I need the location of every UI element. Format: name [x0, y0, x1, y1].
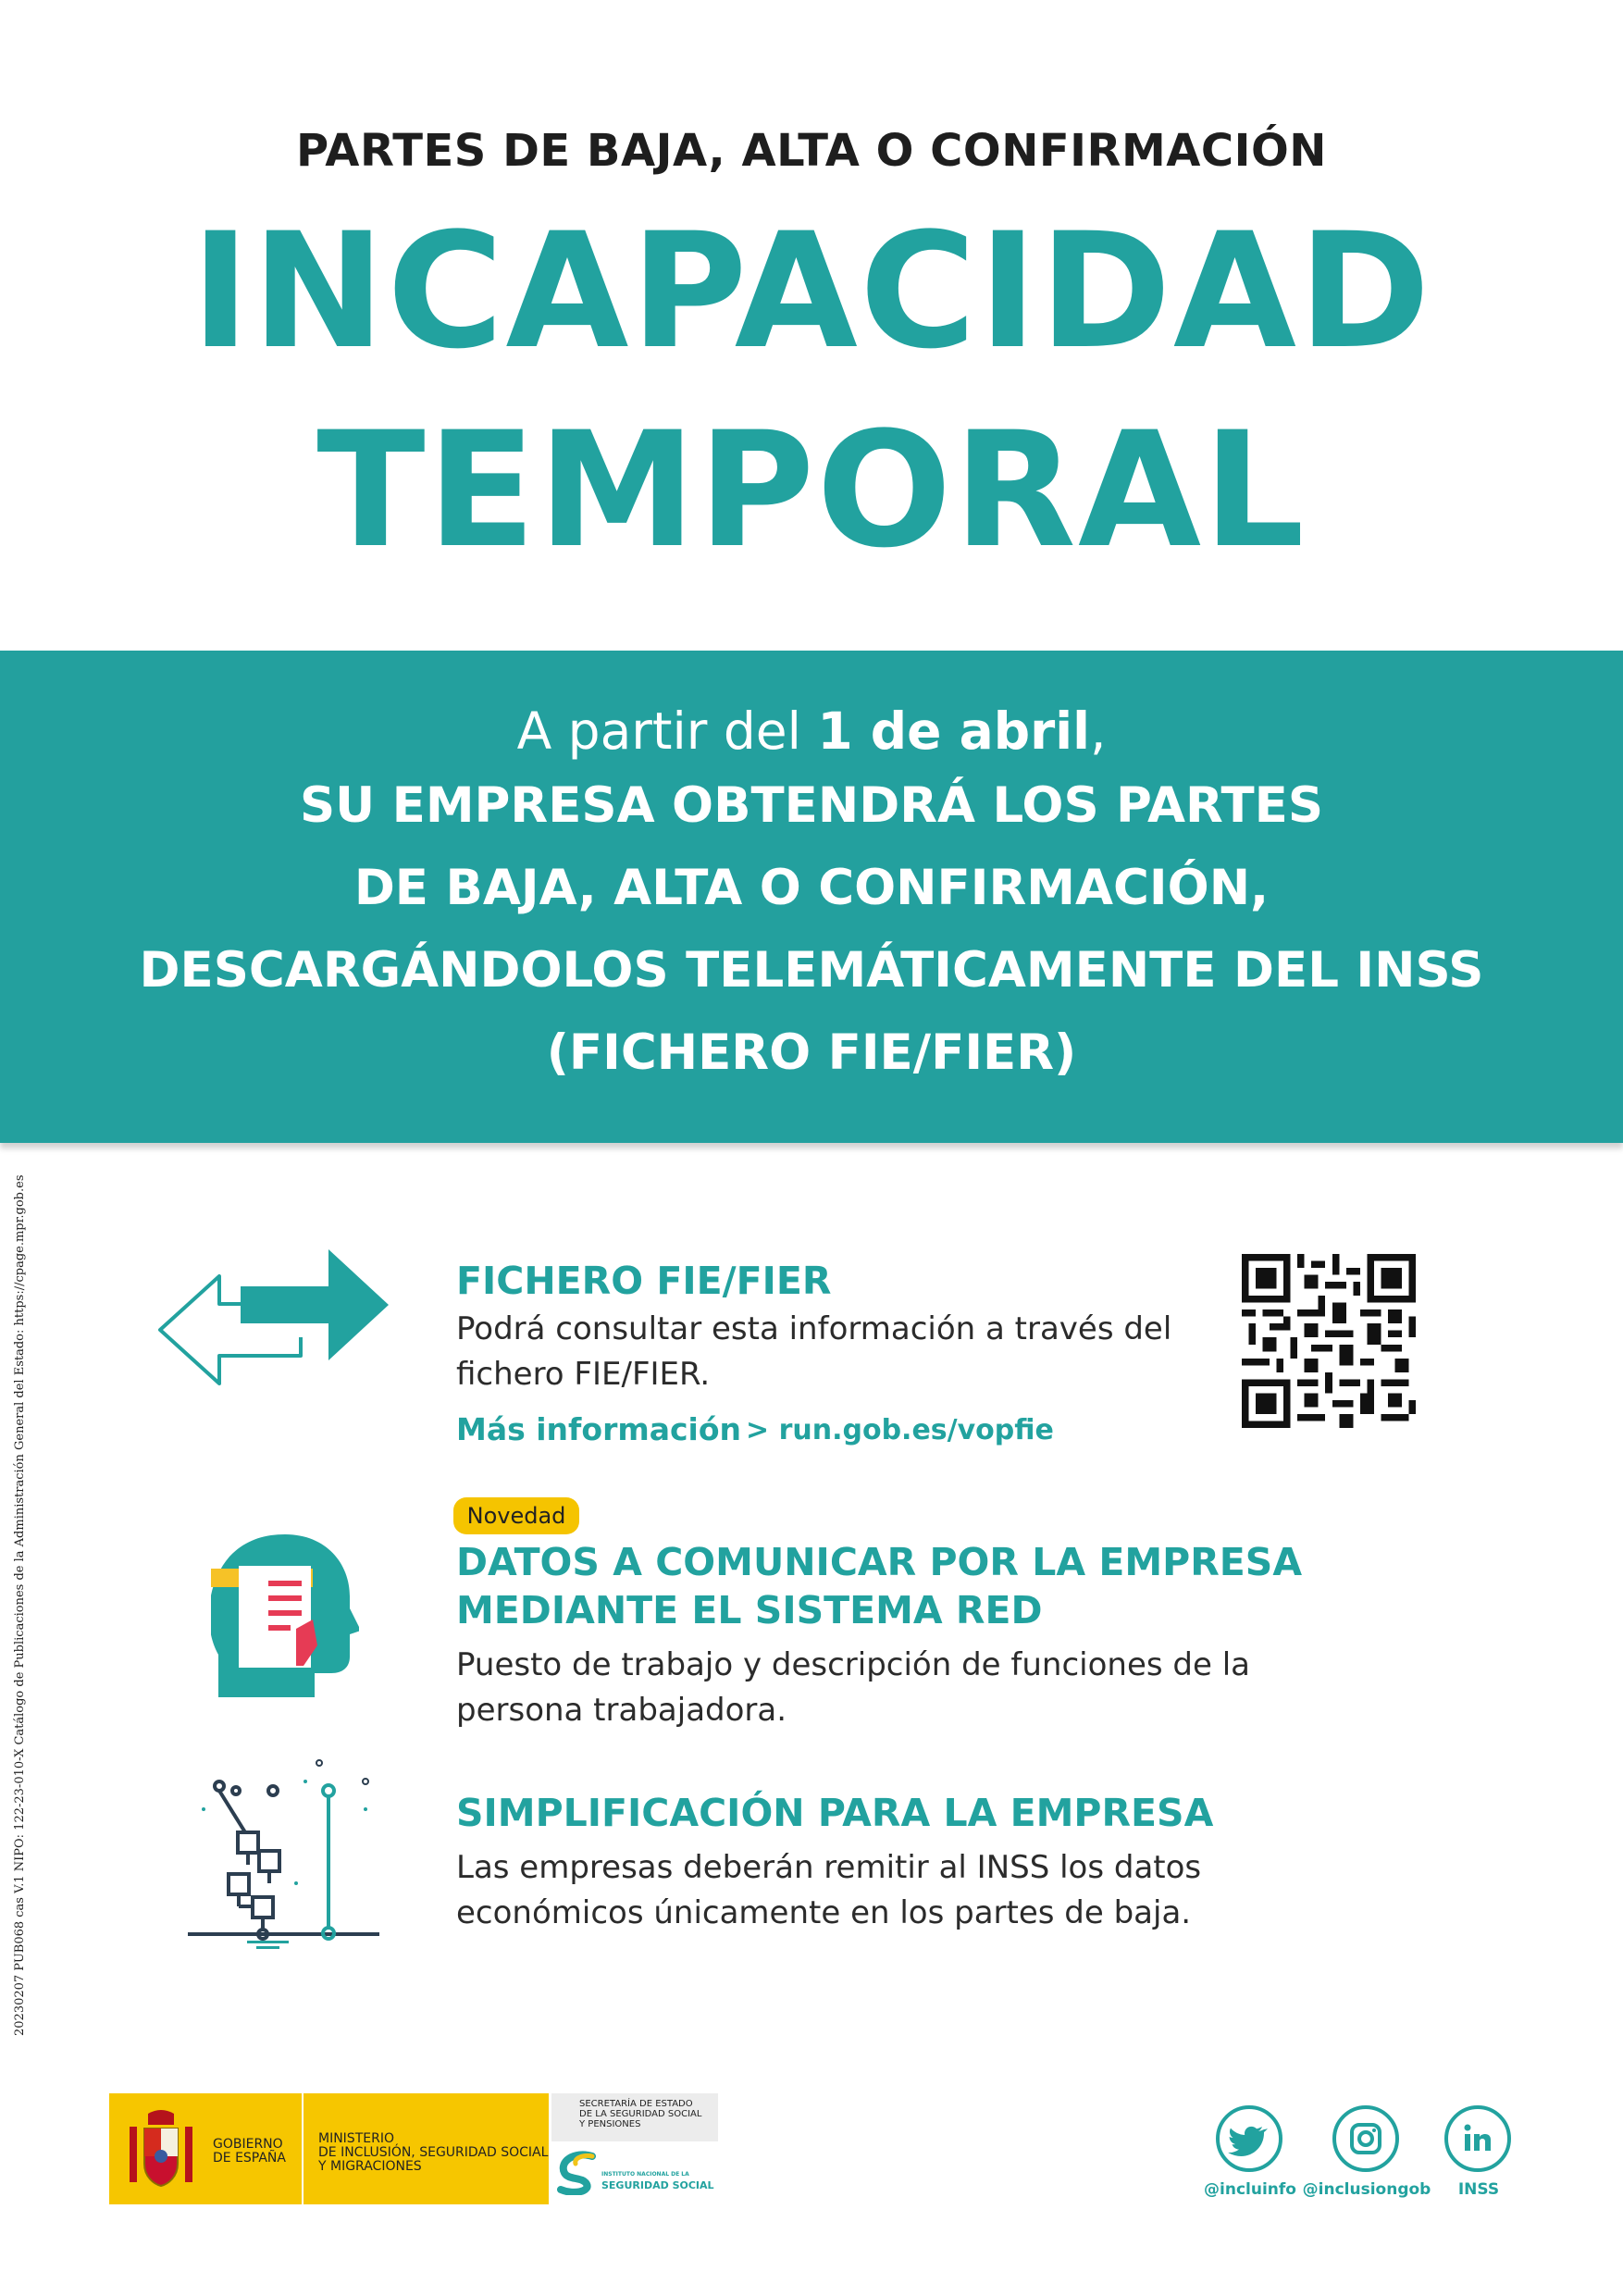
- announcement-banner: [0, 651, 1623, 1143]
- section-datos-text-1: Puesto de trabajo y descripción de funciones de la: [456, 1646, 1250, 1683]
- secretaria-label: SECRETARÍA DE ESTADO DE LA SEGURIDAD SOCIAL Y PENSIONES: [579, 2099, 702, 2129]
- circuit-flow-icon: [180, 1754, 389, 1957]
- publication-metadata: 20230207 PUB068 cas V.1 NIPO: 122-23-010-X Catálogo de Publicaciones de la Administración General del Estado: https://cpage.mpr.gob.es: [13, 1174, 27, 2036]
- instagram-icon: [1336, 2109, 1395, 2168]
- section-simplificacion-text-2: económicos únicamente en los partes de baja.: [456, 1894, 1192, 1931]
- main-title-line1: INCAPACIDAD: [191, 198, 1432, 384]
- section-datos-text-2: persona trabajadora.: [456, 1692, 787, 1729]
- section-fie-text-1: Podrá consultar esta información a través del: [456, 1310, 1172, 1347]
- linkedin-icon: [1448, 2109, 1507, 2168]
- banner-line-3: DESCARGÁNDOLOS TELEMÁTICAMENTE DEL INSS: [139, 942, 1484, 999]
- seguridad-social-icon: [555, 2149, 598, 2195]
- section-datos-heading-1: DATOS A COMUNICAR POR LA EMPRESA: [456, 1540, 1303, 1584]
- twitter-icon: [1220, 2109, 1279, 2168]
- inss-small-label: INSTITUTO NACIONAL DE LA: [601, 2171, 689, 2178]
- section-fie-heading: FICHERO FIE/FIER: [456, 1259, 832, 1303]
- section-simplificacion-text-1: Las empresas deberán remitir al INSS los datos: [456, 1849, 1202, 1886]
- ministerio-label: MINISTERIO DE INCLUSIÓN, SEGURIDAD SOCIAL Y MIGRACIONES: [318, 2131, 549, 2174]
- twitter-handle[interactable]: @incluinfo: [1204, 2180, 1296, 2199]
- coat-of-arms-icon: [124, 2110, 198, 2189]
- gobierno-label: GOBIERNO DE ESPAÑA: [213, 2137, 286, 2166]
- banner-line-4: (FICHERO FIE/FIER): [546, 1024, 1077, 1081]
- instagram-button[interactable]: [1332, 2105, 1399, 2172]
- qr-code-icon[interactable]: [1242, 1254, 1416, 1428]
- linkedin-button[interactable]: [1444, 2105, 1511, 2172]
- banner-line-1: SU EMPRESA OBTENDRÁ LOS PARTES: [299, 777, 1324, 834]
- exchange-arrows-icon: [153, 1245, 393, 1411]
- banner-date-line: A partir del 1 de abril,: [516, 701, 1107, 761]
- kicker-heading: PARTES DE BAJA, ALTA O CONFIRMACIÓN: [296, 125, 1327, 177]
- novedad-badge: Novedad: [453, 1497, 579, 1534]
- main-title-line2: TEMPORAL: [316, 397, 1307, 583]
- more-info-link[interactable]: > run.gob.es/vopfie: [746, 1414, 1054, 1446]
- seguridad-social-logo: [551, 2093, 718, 2204]
- section-datos-heading-2: MEDIANTE EL SISTEMA RED: [456, 1588, 1043, 1632]
- section-simplificacion-heading: SIMPLIFICACIÓN PARA LA EMPRESA: [456, 1791, 1214, 1835]
- head-document-icon: [211, 1527, 359, 1703]
- twitter-button[interactable]: [1216, 2105, 1282, 2172]
- linkedin-handle[interactable]: INSS: [1457, 2180, 1500, 2199]
- more-info-label[interactable]: Más información: [456, 1411, 742, 1447]
- banner-line-2: DE BAJA, ALTA O CONFIRMACIÓN,: [353, 860, 1270, 916]
- instagram-handle[interactable]: @inclusiongob: [1302, 2180, 1431, 2199]
- section-fie-text-2: fichero FIE/FIER.: [456, 1356, 711, 1393]
- inss-big-label: SEGURIDAD SOCIAL: [601, 2179, 714, 2191]
- government-logo: [109, 2093, 549, 2204]
